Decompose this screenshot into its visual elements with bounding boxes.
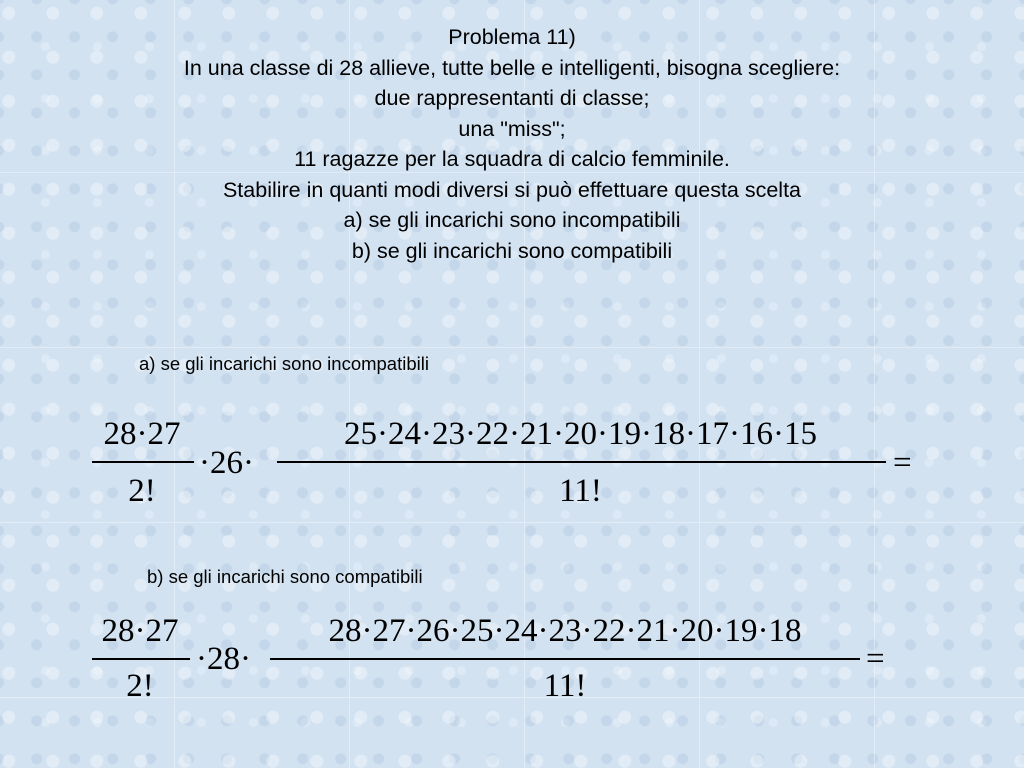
part-b-label: b) se gli incarichi sono compatibili [147,566,423,587]
problem-line: 11 ragazze per la squadra di calcio femminile. [294,147,730,171]
formula-b-middle: ·28· [196,641,251,677]
part-a-label: a) se gli incarichi sono incompatibili [139,353,429,374]
formula-a-frac1-denominator: 2! [128,473,156,509]
formula-a-equals: = [893,445,912,481]
formula-a-frac1-numerator: 28·27 [103,416,181,452]
formula-a-frac2-numerator: 25·24·23·22·21·20·19·18·17·16·15 [344,416,817,452]
problem-title: Problema 11) [448,25,576,49]
formula-b-frac2-denominator: 11! [543,668,587,704]
problem-line: una "miss"; [458,116,566,141]
problem-line: due rappresentanti di classe; [374,86,650,110]
formula-b-equals: = [866,641,885,677]
formula-b-frac1-numerator: 28·27 [101,613,179,649]
formula-a-middle: ·26· [199,445,254,481]
problem-line: In una classe di 28 allieve, tutte belle e intelligenti, bisogna scegliere: [183,55,841,80]
formula-b-frac1-denominator: 2! [126,668,154,704]
problem-line: Stabilire in quanti modi diversi si può effettuare questa scelta [222,177,802,202]
problem-line: a) se gli incarichi sono incompatibili [343,208,681,232]
formula-a-frac2-denominator: 11! [559,473,602,509]
formula-b-frac2-numerator: 28·27·26·25·24·23·22·21·20·19·18 [328,613,802,649]
problem-line: b) se gli incarichi sono compatibili [351,238,673,263]
formula-b-frac2-bar [270,658,860,660]
formula-b-frac1-bar [92,658,190,660]
